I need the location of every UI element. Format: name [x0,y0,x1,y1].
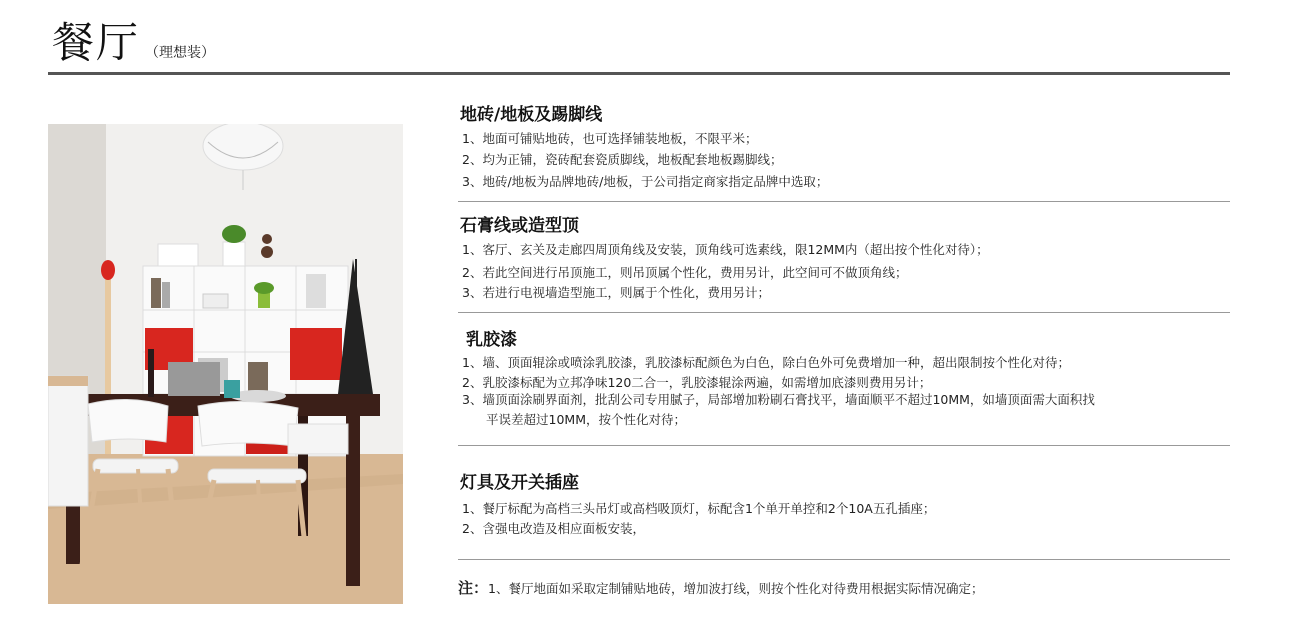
page-title: 餐厅 [52,18,141,67]
list-item: 3、地砖/地板为品牌地砖/地板，于公司指定商家指定品牌中选取； [462,174,829,189]
dining-room-illustration [48,124,403,604]
section-title-paint: 乳胶漆 [466,330,517,350]
header-divider [48,72,1230,75]
list-item: 平误差超过10MM，按个性化对待； [486,412,686,427]
list-item: 2、均为正铺，瓷砖配套瓷质脚线，地板配套地板踢脚线； [462,152,783,167]
section-title-lighting: 灯具及开关插座 [460,473,579,493]
section-divider [458,201,1230,202]
page-subtitle: （理想装） [145,45,215,61]
list-item: 3、墙顶面涂刷界面剂，批刮公司专用腻子，局部增加粉刷石膏找平，墙面顺平不超过10MM，如墙顶面需大面积找 [462,392,1095,407]
dining-room-photo [48,124,403,604]
list-item: 2、若此空间进行吊顶施工，则吊顶属个性化，费用另计，此空间可不做顶角线； [462,265,908,280]
section-divider [458,445,1230,446]
list-item: 1、地面可铺贴地砖，也可选择铺装地板，不限平米； [462,131,758,146]
list-item: 1、客厅、玄关及走廊四周顶角线及安装，顶角线可选素线，限12MM内（超出按个性化对待）； [462,242,989,257]
note [458,577,983,598]
note-text: 1、餐厅地面如采取定制铺贴地砖，增加波打线，则按个性化对待费用根据实际情况确定； [488,581,984,596]
list-item: 1、餐厅标配为高档三头吊灯或高档吸顶灯，标配含1个单开单控和2个10A五孔插座； [462,501,936,516]
list-item: 2、含强电改造及相应面板安装， [462,521,645,536]
section-divider [458,559,1230,560]
section-title-ceiling: 石膏线或造型顶 [460,216,579,236]
list-item: 2、乳胶漆标配为立邦净味120二合一，乳胶漆辊涂两遍，如需增加底漆则费用另计； [462,375,932,390]
note-label: 注： [458,579,489,597]
section-divider [458,312,1230,313]
section-title-floor: 地砖/地板及踢脚线 [460,105,603,125]
list-item: 1、墙、顶面辊涂或喷涂乳胶漆，乳胶漆标配颜色为白色，除白色外可免费增加一种，超出限制按个性化对待； [462,355,1070,370]
list-item: 3、若进行电视墙造型施工，则属于个性化，费用另计； [462,285,770,300]
